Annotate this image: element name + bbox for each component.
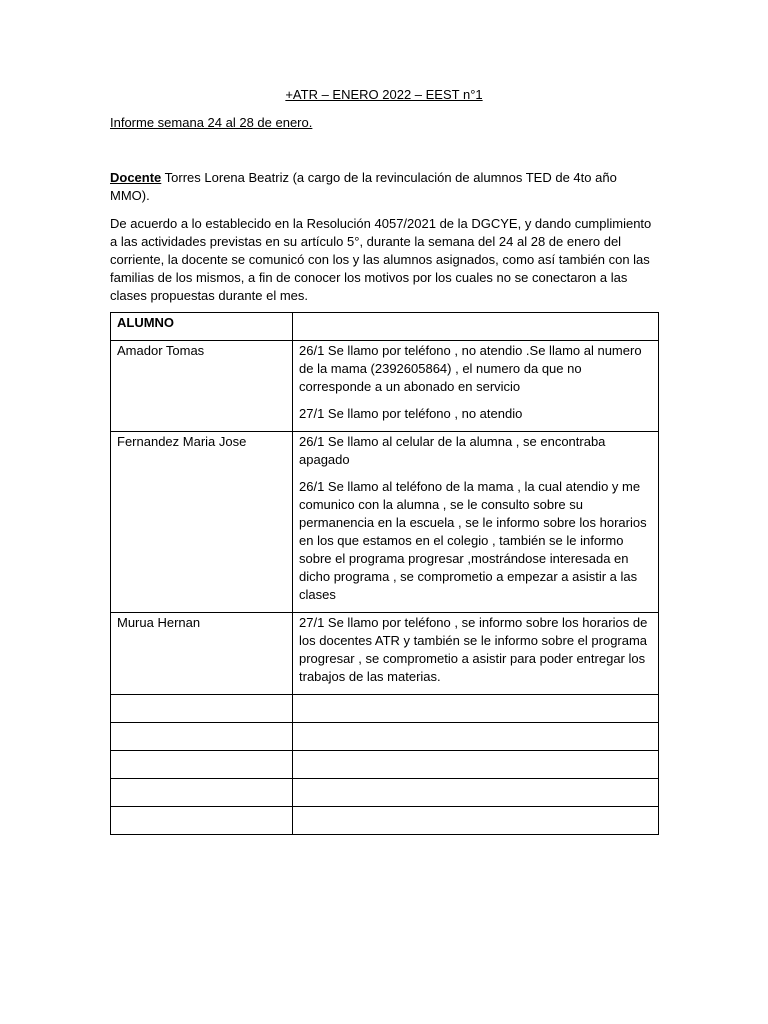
empty-cell — [111, 807, 293, 835]
empty-cell — [293, 751, 659, 779]
table-header-row — [111, 313, 659, 341]
report-table — [110, 312, 659, 835]
note-entry: 27/1 Se llamo por teléfono , se informo sobre los horarios de los docentes ATR y también se le informo sobre el programa progresar , se comprometio a asistir para poder entregar los trabajos de las materias. — [299, 615, 648, 684]
table-row — [111, 613, 659, 695]
alumno-cell: Murua Hernan — [111, 613, 293, 695]
empty-cell — [293, 723, 659, 751]
empty-cell — [111, 779, 293, 807]
empty-cell — [111, 695, 293, 723]
docente-text: Torres Lorena Beatriz (a cargo de la revinculación de alumnos TED de 4to año MMO). — [110, 170, 617, 203]
note-entry: 26/1 Se llamo al celular de la alumna , se encontraba apagado — [299, 434, 606, 467]
empty-row — [111, 779, 659, 807]
intro-paragraph: De acuerdo a lo establecido en la Resolución 4057/2021 de la DGCYE, y dando cumplimiento a las actividades previstas en su artículo 5°, durante la semana del 24 al 28 de enero del corriente, la docente se comunicó con los y las alumnos asignados, como así también con las familias de los mismos, a fin de conocer los motivos por los cuales no se conectaron a las clases propuestas durante el mes. — [110, 216, 652, 303]
empty-row — [111, 723, 659, 751]
docente-line — [110, 169, 658, 205]
note-entry: 26/1 Se llamo por teléfono , no atendio .Se llamo al numero de la mama (2392605864) , el numero da que no corresponde a un abonado en servicio — [299, 343, 642, 394]
document-subtitle: Informe semana 24 al 28 de enero. — [110, 115, 313, 130]
note-entry: 26/1 Se llamo al teléfono de la mama , la cual atendio y me comunico con la alumna , se le consulto sobre su permanencia en la escuela , se le informo sobre los horarios en los que estamos en el colegio , también se le informo sobre el programa progresar ,mostrándose interesada en dicho programa , se comprometio a empezar a asistir a las clases — [299, 479, 647, 602]
note-entry: 27/1 Se llamo por teléfono , no atendio — [299, 406, 523, 421]
table-row — [111, 341, 659, 432]
empty-row — [111, 695, 659, 723]
table-row — [111, 432, 659, 613]
empty-row — [111, 807, 659, 835]
empty-cell — [293, 807, 659, 835]
notes-cell — [293, 341, 659, 432]
alumno-cell: Fernandez Maria Jose — [111, 432, 293, 613]
alumno-cell: Amador Tomas — [111, 341, 293, 432]
empty-cell — [111, 723, 293, 751]
empty-cell — [111, 751, 293, 779]
docente-label: Docente — [110, 170, 162, 185]
document-page — [110, 86, 658, 835]
header-alumno: ALUMNO — [111, 313, 293, 341]
notes-cell — [293, 613, 659, 695]
notes-cell — [293, 432, 659, 613]
header-notes — [293, 313, 659, 341]
document-title: +ATR – ENERO 2022 – EEST n°1 — [285, 87, 483, 102]
empty-cell — [293, 695, 659, 723]
empty-cell — [293, 779, 659, 807]
empty-row — [111, 751, 659, 779]
